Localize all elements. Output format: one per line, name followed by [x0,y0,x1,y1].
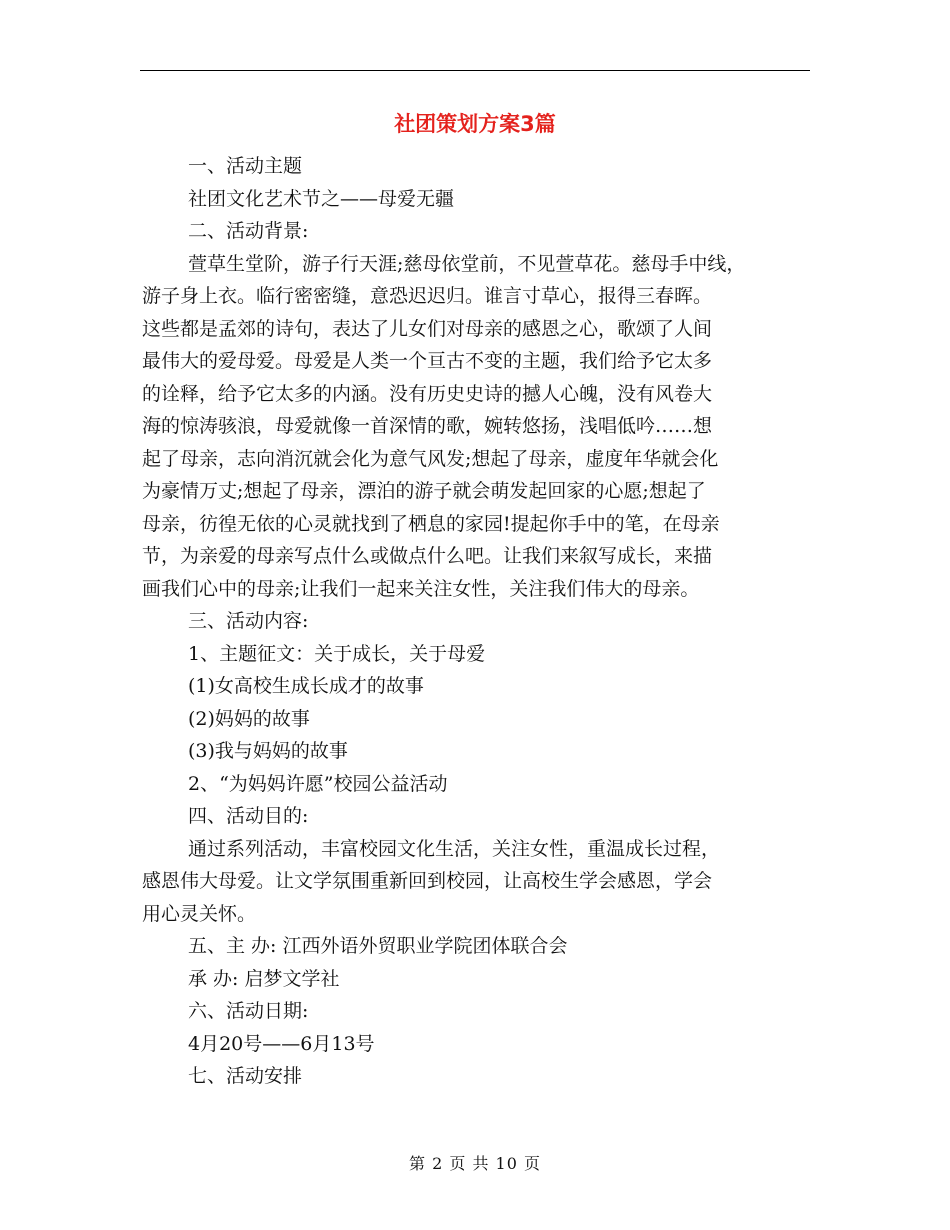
body-line: 一、活动主题 [188,155,303,177]
body-line: 4月20号——6月13号 [188,1032,375,1055]
body-line: 二、活动背景: [188,220,309,242]
body-line: 三、活动内容: [188,610,309,632]
document-body [142,150,810,1093]
body-line: (2)妈妈的故事 [188,707,310,730]
document-title: 社团策划方案3篇 [394,112,556,136]
body-line: 画我们心中的母亲;让我们一起来关注女性，关注我们伟大的母亲。 [142,577,700,600]
body-line: 的诠释，给予它太多的内涵。没有历史史诗的撼人心魄，没有风卷大 [142,382,713,405]
body-line: 六、活动日期: [188,1000,309,1022]
body-line: 用心灵关怀。 [142,902,257,925]
header-rule [140,70,810,71]
body-line: 最伟大的爱母爱。母爱是人类一个亘古不变的主题，我们给予它太多 [142,350,713,372]
body-line: 母亲，彷徨无依的心灵就找到了栖息的家园!提起你手中的笔，在母亲 [142,512,720,535]
body-line: 游子身上衣。临行密密缝，意恐迟迟归。谁言寸草心，报得三春晖。 [142,285,713,307]
body-line: 五、主 办: 江西外语外贸职业学院团体联合会 [188,935,568,957]
page-footer: 第 2 页 共 10 页 [409,1154,541,1173]
body-line: (1)女高校生成长成才的故事 [188,675,424,697]
body-line: 这些都是孟郊的诗句，表达了儿女们对母亲的感恩之心，歌颂了人间 [142,317,713,340]
body-line: 七、活动安排 [188,1065,303,1087]
body-line: 节，为亲爱的母亲写点什么或做点什么吧。让我们来叙写成长，来描 [142,545,713,567]
body-line: 2、“为妈妈许愿”校园公益活动 [188,772,448,795]
body-line: 通过系列活动，丰富校园文化生活，关注女性，重温成长过程， [188,837,721,860]
body-line: 萱草生堂阶，游子行天涯;慈母依堂前，不见萱草花。慈母手中线， [188,252,746,275]
body-line: 感恩伟大母爱。让文学氛围重新回到校园，让高校生学会感恩，学会 [142,870,713,892]
body-line: (3)我与妈妈的故事 [188,740,348,762]
body-line: 社团文化艺术节之——母爱无疆 [188,187,455,210]
body-line: 1、主题征文：关于成长，关于母爱 [188,642,486,665]
body-line: 起了母亲，志向消沉就会化为意气风发;想起了母亲，虚度年华就会化 [142,447,719,470]
body-line: 为豪情万丈;想起了母亲，漂泊的游子就会萌发起回家的心愿;想起了 [142,480,706,502]
body-line: 承 办: 启梦文学社 [188,967,340,990]
body-line: 海的惊涛骇浪，母爱就像一首深情的歌，婉转悠扬，浅唱低吟……想 [142,415,713,437]
body-line: 四、活动目的: [188,805,309,827]
